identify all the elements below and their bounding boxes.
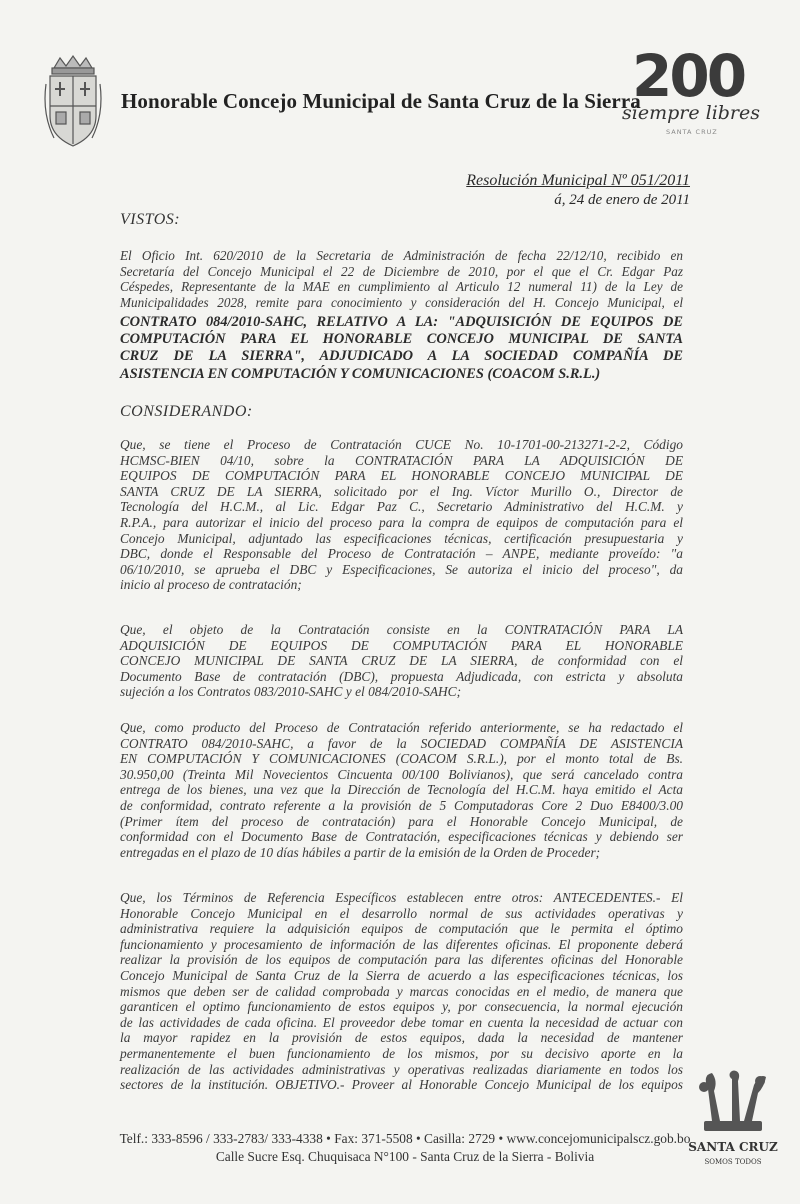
text-line: Que, como producto del Proceso de Contratación referido anteriormente, se ha redactado el	[120, 720, 683, 735]
logo-title: SANTA CRUZ	[688, 1140, 778, 1154]
text-line: Que, los Términos de Referencia Específicos establecen entre otros: ANTECEDENTES.- El	[120, 890, 683, 905]
text-line: Municipalidades 2028, remite para conocimiento y consideración del H. Concejo Municipal, el	[120, 294, 683, 310]
vistos-heading: VISTOS:	[120, 211, 181, 228]
text-line: 06/10/2010, se aprueba el DBC y Especificaciones, Se autoriza el inicio del proceso", da	[120, 561, 683, 577]
footer-contact: Telf.: 333-8596 / 333-2783/ 333-4338 • Fax: 371-5508 • Casilla: 2729 • www.concejomunicipalscz.gob.bo	[119, 1131, 691, 1146]
text-line: de conformidad, contrato referente a la provisión de 5 Computadoras Core 2 Duo E8400/3.00	[120, 797, 683, 813]
text-line: Que, el objeto de la Contratación consiste en la CONTRATACIÓN PARA LA	[120, 622, 683, 637]
bicentennial-logo	[618, 42, 768, 147]
coat-of-arms-icon	[44, 54, 102, 150]
text-line: Secretaría del Concejo Municipal el 22 de Diciembre de 2010, por el que el Cr. Edgar Paz	[120, 263, 683, 279]
considerando-paragraph-4	[120, 890, 683, 1093]
anniversary-slogan: siempre libres	[622, 102, 761, 124]
text-line: Concejo Municipal de Santa Cruz de la Sierra de acuerdo a las especificaciones técnicas, los	[120, 967, 683, 983]
considerando-paragraph-3	[120, 720, 683, 860]
text-line: CONCEJO MUNICIPAL DE SANTA CRUZ DE LA SIERRA, de conformidad con el	[120, 653, 683, 669]
vistos-paragraph	[120, 248, 683, 310]
text-line: Documento Base de contratación (DBC), propuesta Adjudicada, con estricta y absoluta	[120, 668, 683, 684]
text-line: realización de las actividades administrativas y operativas realizadas diariamente en todos los	[120, 1061, 683, 1077]
text-line: R.P.A., para autorizar el inicio del proceso para la compra de equipos de computación para el	[120, 514, 683, 530]
text-line: COMPUTACIÓN PARA EL HONORABLE CONCEJO MUNICIPAL DE SANTA	[120, 331, 683, 348]
text-line: ASISTENCIA EN COMPUTACIÓN Y COMUNICACIONES (COACOM S.R.L.)	[120, 365, 601, 382]
text-line: Concejo Municipal, adjuntado las especificaciones técnicas, certificación presupuestaria y	[120, 530, 683, 546]
text-line: EN COMPUTACIÓN Y COMUNICACIONES (COACOM S.R.L.), por el monto total de Bs.	[120, 751, 683, 767]
text-line: (Primer ítem del proceso de contratación) para el Honorable Concejo Municipal, de	[120, 813, 683, 829]
text-line: sujeción a los Contratos 083/2010-SAHC y el 084/2010-SAHC;	[120, 684, 462, 700]
text-line: Céspedes, Representante de la MAE en cumplimiento al Articulo 12 numeral 11) de la Ley de	[120, 279, 683, 295]
text-line: conformidad con el Documento Base de Contratación, especificaciones técnicas y debiendo ser	[120, 829, 683, 845]
text-line: Que, se tiene el Proceso de Contratación CUCE No. 10-1701-00-213271-2-2, Código	[120, 437, 683, 452]
text-line: funcionamiento y procesamiento de información de las diferentes oficinas. El proponente deberá	[120, 936, 683, 952]
text-line: entrega de los bienes, una vez que la Dirección de Tecnología del H.C.M. haya emitido el Acta	[120, 782, 683, 798]
text-line: permanentemente el buen funcionamiento de los mismos, por su decisivo aporte en la	[120, 1045, 683, 1061]
text-line: El Oficio Int. 620/2010 de la Secretaria de Administración de fecha 22/12/10, recibido en	[120, 248, 683, 263]
text-line: sectores de la institución. OBJETIVO.- Proveer al Honorable Concejo Municipal de los equipos	[120, 1077, 683, 1093]
considerando-heading: CONSIDERANDO:	[120, 403, 253, 420]
anniversary-city: SANTA CRUZ	[666, 128, 718, 136]
organization-name: Honorable Concejo Municipal de Santa Cruz de la Sierra	[121, 89, 641, 113]
resolution-date: á, 24 de enero de 2011	[554, 192, 690, 208]
considerando-paragraph-1	[120, 437, 683, 593]
text-line: DBC, donde el Responsable del Proceso de Contratación – ANPE, mediante proveído: "a	[120, 546, 683, 562]
text-line: Honorable Concejo Municipal en el desarrollo normal de sus actividades operativas y	[120, 905, 683, 921]
text-line: Tecnología del H.C.M., al Lic. Edgar Paz C., Secretario Administrativo del H.C.M. y	[120, 499, 683, 515]
text-line: SANTA CRUZ DE LA SIERRA, solicitado por el Ing. Víctor Murillo O., Director de	[120, 483, 683, 499]
text-line: CONTRATO 084/2010-SAHC, RELATIVO A LA: "ADQUISICIÓN DE EQUIPOS DE	[120, 314, 683, 330]
text-line: inicio al proceso de contratación;	[120, 577, 302, 593]
resolution-number: Resolución Municipal Nº 051/2011	[466, 172, 690, 189]
text-line: CONTRATO 084/2010-SAHC, a favor de la SOCIEDAD COMPAÑÍA DE ASISTENCIA	[120, 735, 683, 751]
text-line: ADQUISICIÓN DE EQUIPOS DE COMPUTACIÓN PARA EL HONORABLE	[120, 637, 683, 653]
text-line: realizar la provisión de los equipos de computación para las diferentes oficinas del Honorable	[120, 952, 683, 968]
text-line: garanticen el optimo funcionamiento de estos equipos y, por consecuencia, la normal ejecución	[120, 999, 683, 1015]
considerando-paragraph-2	[120, 622, 683, 700]
text-line: de las actividades de cada oficina. El proveedor debe tomar en cuenta la necesidad de actuar con	[120, 1014, 683, 1030]
logo-subtitle: SOMOS TODOS	[704, 1158, 762, 1166]
text-line: mismos que deben ser de calidad comprobada y marcas conocidas en el medio, de manera que	[120, 983, 683, 999]
text-line: la mayor rapidez en la provisión de estos equipos, dada la necesidad de mantener	[120, 1030, 683, 1046]
text-line: HCMSC-BIEN 04/10, sobre la CONTRATACIÓN PARA LA ADQUISICIÓN DE	[120, 452, 683, 468]
text-line: administrativa requiere la adquisición equipos de computación que le permita el óptimo	[120, 921, 683, 937]
footer-address: Calle Sucre Esq. Chuquisaca N°100 - Santa Cruz de la Sierra - Bolivia	[215, 1149, 595, 1164]
text-line: CRUZ DE LA SIERRA", ADJUDICADO A LA SOCIEDAD COMPAÑÍA DE	[120, 348, 683, 365]
contract-title-block	[120, 314, 683, 383]
text-line: EQUIPOS DE COMPUTACIÓN PARA EL HONORABLE CONCEJO MUNICIPAL DE	[120, 468, 683, 484]
anniversary-number: 200	[632, 42, 745, 110]
text-line: 30.950,00 (Treinta Mil Novecientos Cincuenta 00/100 Bolivianos), que será cancelado contra	[120, 766, 683, 782]
text-line: entregadas en el plazo de 10 días hábiles a partir de la emisión de la Orden de Proceder;	[120, 844, 601, 860]
